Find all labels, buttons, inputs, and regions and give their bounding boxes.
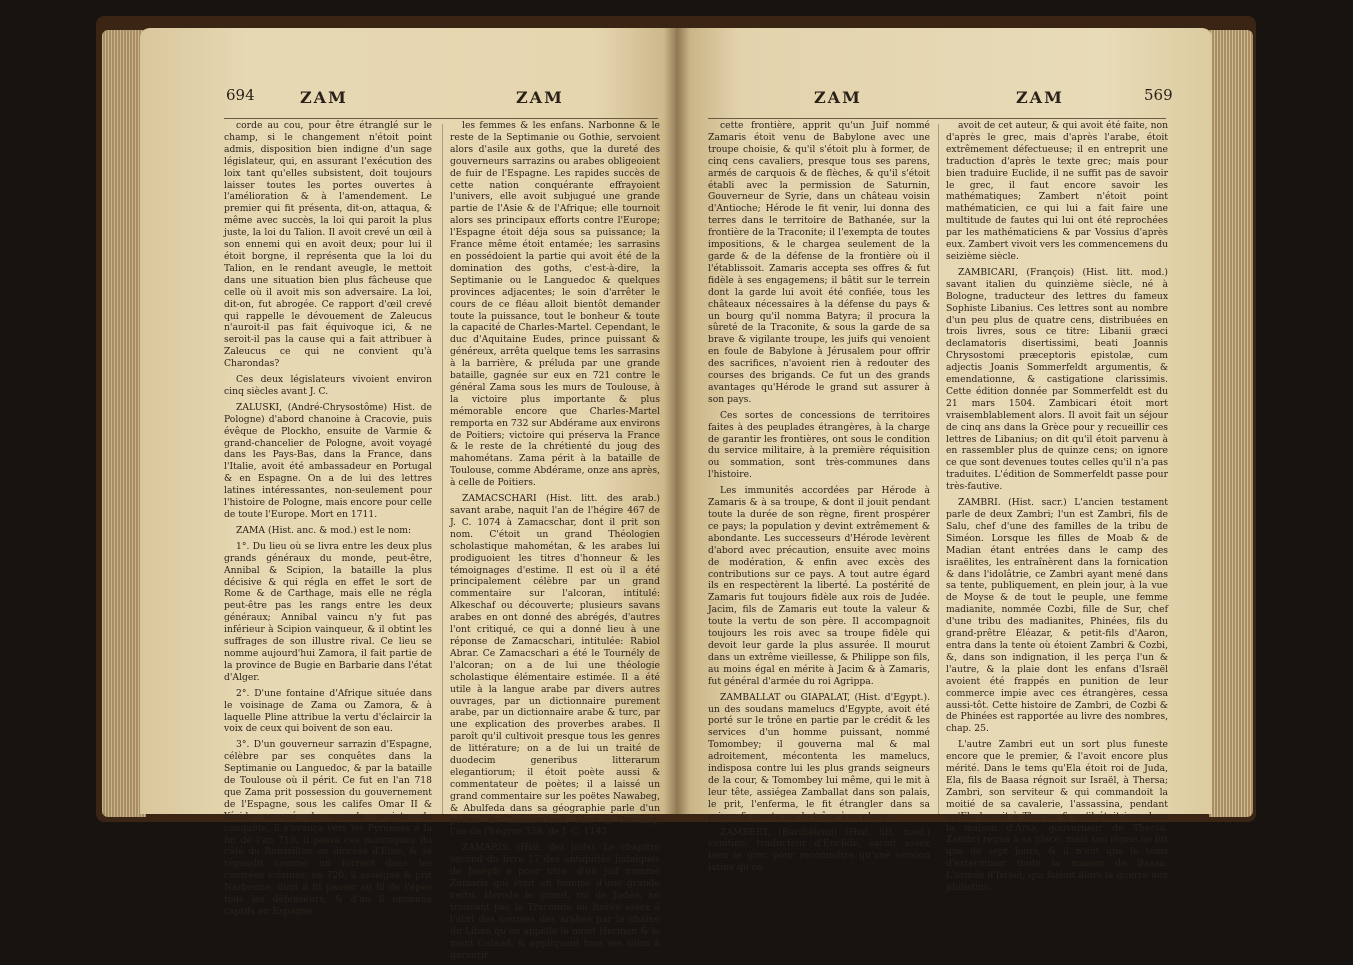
left-header-rule [224, 118, 658, 119]
left-page [140, 28, 676, 961]
left-running-head-inner: ZAM [516, 88, 564, 107]
paragraph: Ces sortes de concessions de territoires faites à des peuplades étrangères, à la charge de garantir les frontières, ont sous le condition du service militaire, à la première réquisition ou sommation, sont très-communes dans l'histoire. [708, 409, 930, 481]
left-page-number: 694 [226, 86, 255, 104]
right-column-b [946, 120, 1168, 898]
paragraph: Les immunités accordées par Hérode à Zamaris & à sa troupe, & dont il jouit pendant toute la durée de son règne, firent prospérer ce pays; la population y devint extrêmement & abondante. Les successeurs d'Hérode levèrent d'abord avec précaution, ensuite avec moins de modération, & enfin avec excès des contributions sur ce pays. A tout autre égard ils en respectèrent la liberté. La postérité de Zamaris fut toujours fidèle aux rois de Judée. Jacim, fils de Zamaris eut toute la valeur & toute la vertu de son père. Il accompagnoit toujours les rois avec sa troupe fidèle qui devoit leur garde la plus assurée. Il mourut dans un extrême vieillesse, & Philippe son fils, au moins égal en mérite à Jacim & à Zamaris, fut général d'armée du roi Agrippa. [708, 485, 930, 687]
paragraph: 2°. D'une fontaine d'Afrique située dans le voisinage de Zama ou Zamora, & à laquelle Pline attribue la vertu d'éclaircir la voix de ceux qui boivent de son eau. [224, 687, 432, 735]
paragraph: avoit de cet auteur, & qui avoit été faite, non d'après le grec, mais d'après l'arabe, étoit extrêmement défectueuse; il en entreprit une traduction d'après le texte grec; mais pour bien traduire Euclide, il ne suffit pas de savoir le grec, il faut encore savoir les mathématiques; Zambert n'étoit point mathématicien, ce qui lui a fait faire une multitude de fautes qui lui ont été reprochées par les mathématiciens & par Vossius d'après eux. Zambert vivoit vers les commencemens du seizième siècle. [946, 120, 1168, 262]
right-column-a [708, 120, 930, 878]
paragraph: ZAMARIS. (Hist. des juifs). Le chapitre second du livre 17 des antiquités judaïques de Joseph a pour titre: d'un juif nommé Zamaris qui étoit un homme d'une grande vertu. Hérode le grand, roi de Judée, ne trouvant pas la Traconite ou Iturée assez à l'abri des courses des arabes par la chaîne du Liban qu'on appelle le mont Hermon & le mont Galaad, & appliquant tous ses soins à garantir [450, 842, 660, 961]
left-column-a [224, 120, 432, 922]
paragraph: cette frontière, apprit qu'un Juif nommé Zamaris étoit venu de Babylone avec une troupe choisie, & qu'il s'étoit plu à former, de cinq cens cavaliers, presque tous ses parens, armés de carquois & de flèches, & qu'il s'étoit établi avec la permission de Saturnin, Gouverneur de Syrie, dans un château voisin d'Antioche; Hérode le fit venir, lui donna des terres dans le territoire de Bathanée, sur la frontière de la Traconite; il l'exempta de toutes impositions, & le chargea seulement de la garde & de la défense de la frontière où il l'établissoit. Zamaris accepta ses offres & fut fidèle à ses engagemens; il bâtit sur le terrein dont la garde lui avoit été confiée, tous les châteaux nécessaires à la défense du pays & un bourg qu'il nomma Batyra; il procura la sûreté de la Traconite, & sous la garde de sa brave & vigilante troupe, les juifs qui venoient en foule de Babylone à Jérusalem pour offrir des sacrifices, n'avoient rien à redouter des courses des brigands. Ce fut un des grands avantages qu'Hérode le grand sut assurer à son pays. [708, 120, 930, 405]
paragraph: les femmes & les enfans. Narbonne & le reste de la Septimanie ou Gothie, servoient alors d'asile aux goths, que la dureté des gouverneurs sarrazins ou arabes obligeoient de fuir de l'Espagne. Les rapides succès de cette nation conquérante effrayoient l'univers, elle avoit subjugué une grande partie de l'Asie & de l'Afrique; elle tournoit alors ses principaux efforts contre l'Europe; l'Espagne étoit déja sous sa puissance; la France même étoit entamée; les sarrasins en possédoient la partie qui avoit été de la domination des goths, c'est-à-dire, la Septimanie ou le Languedoc & quelques provinces adjacentes; le soin d'arrêter le cours de ce fléau alloit bientôt demander toute la puissance, tout le bonheur & toute la capacité de Charles-Martel. Cependant, le duc d'Aquitaine Eudes, prince puissant & généreux, arrêta quelque tems les sarrasins à la barrière, & préluda par une grande bataille, gagnée sur eux en 721 contre le général Zama sous les murs de Toulouse, à la victoire plus importante & plus mémorable encore que Charles-Martel remporta en 732 sur Abdérame aux environs de Poitiers; victoire qui préserva la France & le reste de la chrétienté du joug des mahométans. Zama périt à la bataille de Toulouse, comme Abdérame, onze ans après, à celle de Poitiers. [450, 120, 660, 489]
right-page [676, 28, 1212, 894]
left-column-b [450, 120, 660, 965]
right-running-head-inner: ZAM [814, 88, 862, 107]
book-gutter [664, 28, 690, 814]
paragraph: Ces deux législateurs vivoient environ cinq siècles avant J. C. [224, 374, 432, 397]
paragraph: ZAMBERT, (Barthélemi) (Hist. litt. mod.) vénitien, traducteur d'Euclide, savoit assez bien le grec pour reconnoître qu'une version latine qu'on [708, 826, 930, 874]
paragraph: ZAMACSCHARI (Hist. litt. des arab.) savant arabe, naquit l'an de l'hégire 467 de J. C. 1074 à Zamacschar, dont il prit son nom. C'étoit un grand Théologien scholastique mahométan, & les arabes lui prodiguoient les titres d'honneur & les témoignages d'estime. Il est où il a été principalement célèbre par un grand commentaire sur l'alcoran, intitulé: Alkeschaf ou découverte; plusieurs savans arabes en ont donné des abrégés, d'autres l'ont critiqué, ce qui a donné lieu à une réponse de Zamacschari, intitulée: Rabiol Abrar. Ce Zamacschari a été le Tournély de l'alcoran; on a de lui une théologie scholastique élémentaire estimée. Il a été utile à la langue arabe par divers autres ouvrages, par un dictionnaire purement arabe, par un dictionnaire arabe & turc, par une explication des proverbes arabes. Il paroît qu'il cultivoit presque tous les genres de littérature; on a de lui un traité de duodecim generibus litterarum elegantiorum; il étoit poète aussi & commentateur de poètes; il a laissé un grand commentaire sur les poëtes Nawabeg, & Abulfeda dans sa géographie parle d'un poëme de Zamacschari. Mort à Corcang, l'an de l'hégyre 538, de J. C. 1143. [450, 493, 660, 838]
left-running-head: ZAM [300, 88, 348, 107]
paragraph: ZAMBICARI, (François) (Hist. litt. mod.) savant italien du quinzième siècle, né à Bologne, traducteur des lettres du fameux Sophiste Libanius. Ces lettres sont au nombre d'un peu plus de quatre cens, distribuées en trois livres, sous ce titre: Libanii græci declamatoris disertissimi, beati Joannis Chrysostomi præceptoris epistolæ, cum adjectis Joanis Sommerfeldt argumentis, & emendationne, & castigatione clarissimis. Cette édition donnée par Sommerfeldt est du 21 mars 1504. Zambicari étoit mort vraisemblablement alors. Il avoit fait un séjour de cinq ans dans la Grèce pour y recueillir ces lettres de Libanius; on dit qu'il étoit parvenu à en rassembler plus de quinze cens; on ignore ce que sont devenues toutes celles qu'il n'a pas traduites. L'édition de Sommerfeldt passe pour très-fautive. [946, 266, 1168, 493]
right-column-divider [938, 124, 939, 814]
right-running-head: ZAM [1016, 88, 1064, 107]
right-header-rule [708, 118, 1166, 119]
paragraph: ZAMBALLAT ou GIAPALAT, (Hist. d'Egypt.). un des soudans mamelucs d'Egypte, avoit été porté sur le trône en partie par le crédit & les services d'un homme puissant, nommé Tomombey; il gouverna mal & mal adroitement, mécontenta les mamelucs, indisposa contre lui les plus grands seigneurs de la cour, & Tomombey lui même, qui le mit à leur tête, assiégea Zamballat dans son palais, le prit, l'enferma, le fit étrangler dans sa prison & monta sur le trône à sa place. [708, 691, 930, 822]
right-page-number: 569 [1144, 86, 1173, 104]
right-page-edges [1209, 30, 1253, 817]
paragraph: L'autre Zambri eut un sort plus funeste encore que le premier, & l'avoit encore plus mérité. Dans le tems qu'Ela étoit roi de Juda, Ela, fils de Baasa régnoit sur Israël, à Thersa; Zambri, son serviteur & qui commandoit la moitié de sa cavalerie, l'assassina, pendant qu'Ela buvoit à Thersa, & qu'il étoit ivre dans la maison d'Arsa, gouverneur de Thersa. Zambri régna à sa place, mais son règne ne fut que de sept jours, & il n'eut que le tems d'exterminer toute la maison de Baasa. L'armée d'Israël, qui faisoit alors la guerre aux philistins, [946, 739, 1168, 894]
paragraph: ZAMBRI. (Hist. sacr.) L'ancien testament parle de deux Zambri; l'un est Zambri, fils de Salu, chef d'une des familles de la tribu de Siméon. Lorsque les filles de Moab & de Madian étant entrées dans le camp des israëlites, les entraînèrent dans la fornication & dans l'idolâtrie, ce Zambri ayant mené dans sa tente, publiquement, en plein jour, à la vue de Moyse & de tout le peuple, une femme madianite, nommée Cozbi, fille de Sur, chef d'une tribu des madianites, Phinées, fils du grand-prêtre Eléazar, & petit-fils d'Aaron, entra dans la tente où étoient Zambri & Cozbi, &, dans son indignation, il les perça l'un & l'autre, & la plaie dont les enfans d'Israël avoient été frappés en punition de leur commerce impie avec ces étrangères, cessa aussi-tôt. Cette histoire de Zambri, de Cozbi & de Phinées est rapportée au livre des nombres, chap. 25. [946, 497, 1168, 735]
paragraph: 1°. Du lieu où se livra entre les deux plus grands généraux du monde, peut-être, Annibal & Scipion, la bataille la plus décisive & qui régla en effet le sort de Rome & de Carthage, mais elle ne régla peut-être pas les rangs entre les deux généraux; Annibal vaincu n'y fut pas inférieur à Scipion vainqueur, & il obtint les suffrages de son illustre rival. Ce lieu se nomme aujourd'hui Zamora, il fait partie de la province de Bugie en Barbarie dans l'état d'Alger. [224, 540, 432, 683]
paragraph: corde au cou, pour être étranglé sur le champ, si le changement n'étoit point admis, disposition bien indigne d'un sage législateur, qui, en assurant l'exécution des loix tant qu'elles subsistent, doit toujours laisser toutes les portes ouvertes à l'amélioration & à l'amendement. Le premier qui fit présenta, dit-on, attaqua, & même avec succès, la loi qui paroit la plus juste, la loi du Talion. Il avoit crevé un œil à son ennemi qui en avoit deux; pour lui il étoit borgne, il représenta que la loi du Talion, en le rendant aveugle, le mettoit dans une situation bien plus fâcheuse que celle où il avoit mis son adversaire. La loi, dit-on, fut abrogée. Ce rapport d'œil crevé qui rappelle le dévouement de Zaleucus n'auroit-il pas fait équivoque ici, & ne seroit-il pas la cause qui a fait attribuer à Zaleucus ce qui ne convient qu'à Charondas? [224, 120, 432, 370]
paragraph: ZAMA (Hist. anc. & mod.) est le nom: [236, 524, 412, 536]
paragraph: ZALUSKI, (André-Chrysostôme) Hist. de Pologne) d'abord chanoine à Cracovie, puis évêque de Plockho, ensuite de Varmie & grand-chancelier de Pologne, avoit voyagé dans les Pays-Bas, dans la France, dans l'Italie, avoit été ambassadeur en Portugal & en Espagne. On a de lui des lettres latines intéressantes, non-seulement pour l'histoire de Pologne, mais encore pour celle de toute l'Europe. Mort en 1711. [224, 401, 432, 520]
paragraph: 3°. D'un gouverneur sarrazin d'Espagne, célèbre par ses conquêtes dans la Septimanie ou Languedoc, & par la bataille de Toulouse où il périt. Ce fut en l'an 718 que Zama prit possession du gouvernement de l'Espagne, sous les califes Omar II & Yézid: occupé de grands projets de conquête, il s'avança vers les Pyrénées à la fin de l'an 719, il passa ces montagnes du côté du Roussillon ou diocèse d'Elne, & se répandit comme un torrent dans les contrées voisines; en 720, il assiégea & prit Narbonne, dont il fit passer au fil de l'épée tous les défenseurs, & d'où il emmena captifs en Espagne [224, 739, 432, 917]
left-column-divider [442, 124, 443, 814]
